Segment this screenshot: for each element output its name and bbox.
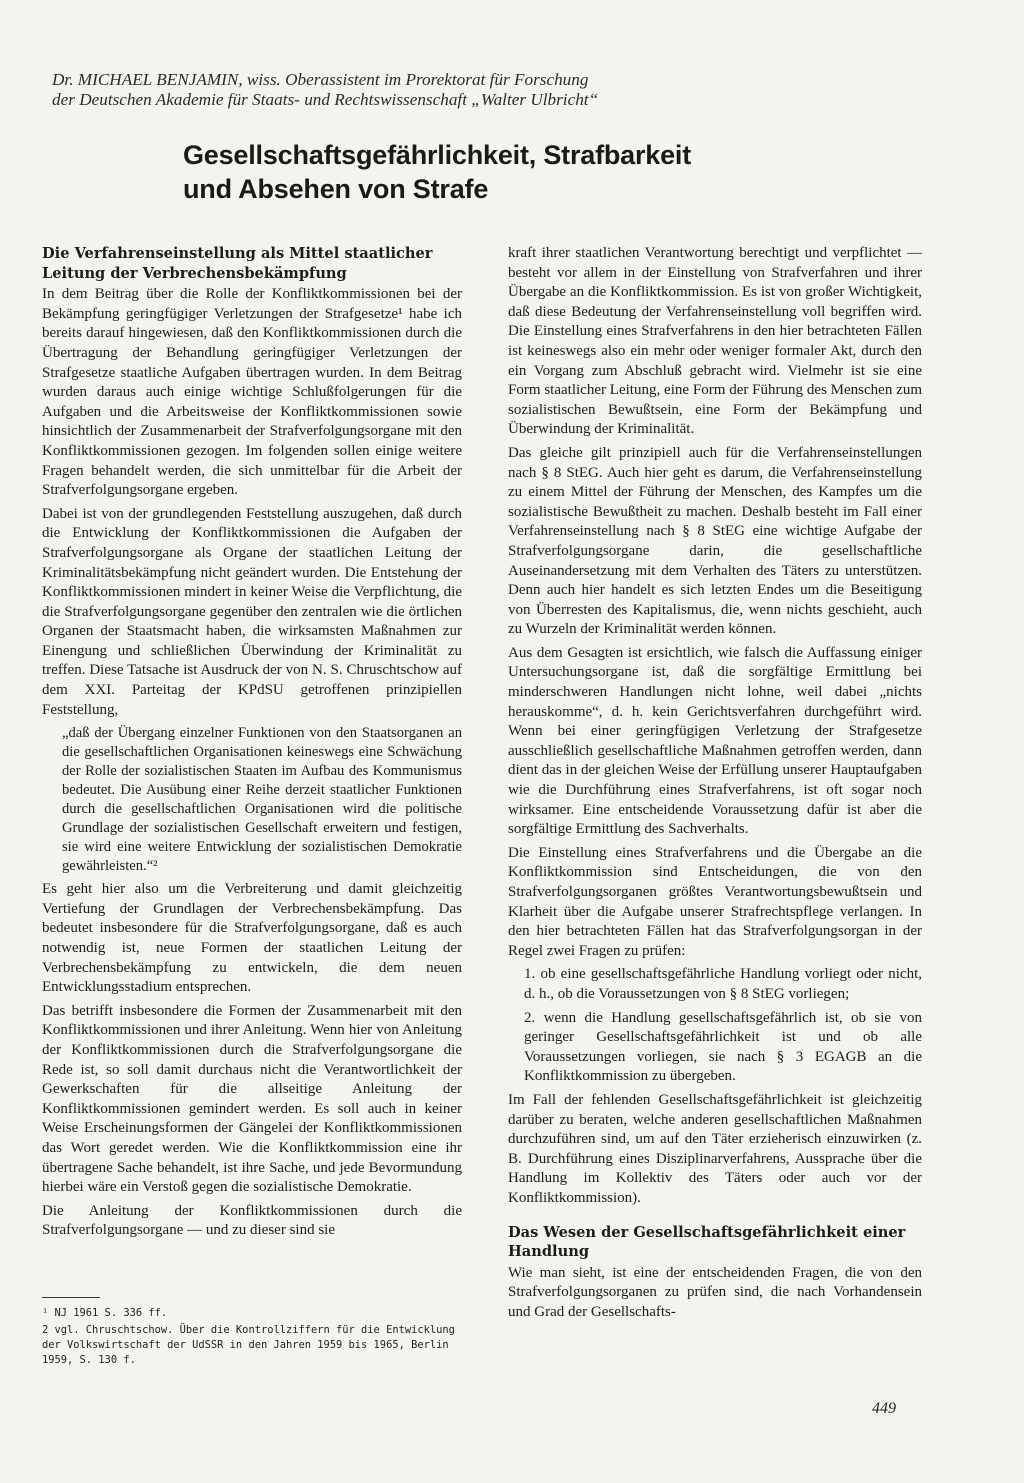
- title-line-2: und Absehen von Strafe: [183, 174, 489, 204]
- left-paragraph-2: Dabei ist von der grundlegenden Feststellung auszugehen, daß durch die Entwicklung der Konfliktkommissionen die Aufgaben der Strafverfolgungsorgane als Organe der staatlichen Leitung der Kriminalitätsbekämpfung nicht geändert wurden. Die Entstehung der Konfliktkommissionen mindert in keiner Weise die Verpflichtung, die die Strafverfolgungsorgane gegenüber den zentralen wie die örtlichen Organen der Staatsmacht haben, die wirksamsten Maßnahmen zur Einengung und schließlichen Überwindung der Kriminalität zu treffen. Diese Tatsache ist Ausdruck der von N. S. Chruschtschow auf dem XXI. Parteitag der KPdSU getroffenen prinzipiellen Feststellung,: [42, 505, 462, 718]
- right-paragraph-6: Wie man sieht, ist eine der entscheidenden Fragen, die von den Strafverfolgungsorganen zu prüfen sind, die nach Vorhandensein und Grad der Gesellschafts-: [508, 1264, 922, 1320]
- right-column: [508, 244, 922, 1326]
- author-line-1: Dr. MICHAEL BENJAMIN, wiss. Oberassistent im Prorektorat für Forschung: [52, 70, 589, 89]
- left-column: [42, 244, 462, 1245]
- left-paragraph-3: Es geht hier also um die Verbreiterung und damit gleichzeitig Vertiefung der Grundlagen der Verbrechensbekämpfung. Das bedeutet insbesondere für die Strafverfolgungsorgane, daß es auch notwendig ist, neue Formen der staatlichen Leitung der Verbrechensbekämpfung zu entwickeln, die dem neuen Entwicklungsstadium entsprechen.: [42, 881, 462, 996]
- list-item-2: 2. wenn die Handlung gesellschaftsgefährlich ist, ob sie von geringer Gesellschaftsgefährlichkeit ist und ob alle Voraussetzungen vorliegen, sie nach § 3 EGAGB an die Konfliktkommission zu übergeben.: [524, 1009, 922, 1085]
- right-paragraph-5: Im Fall der fehlenden Gesellschaftsgefährlichkeit ist gleichzeitig darüber zu beraten, welche anderen gesellschaftlichen Maßnahmen durchzuführen sind, um auf den Täter erzieherisch einzuwirken (z. B. Durchführung eines Disziplinarverfahrens, Aussprache über die Handlung im Kollektiv des Täters oder auch vor der Konfliktkommission).: [508, 1091, 922, 1206]
- author-line-2: der Deutschen Akademie für Staats- und Rechtswissenschaft „Walter Ulbricht“: [52, 90, 599, 109]
- article-title: [183, 138, 703, 206]
- section-heading-1: Die Verfahrenseinstellung als Mittel staatlicher Leitung der Verbrechensbekämpfung: [42, 245, 433, 282]
- block-quote: „daß der Übergang einzelner Funktionen von den Staatsorganen an die gesellschaftlichen Organisationen keineswegs eine Schwächung der Rolle der sozialistischen Staaten im Aufbau des Kommunismus bedeutet. Die Ausübung einer Reihe derzeit staatlicher Funktionen durch die gesellschaftlichen Organisationen wird die politische Grundlage der sozialistischen Gesellschaft erweitern und festigen, sie wird eine weitere Entwicklung der sozialistischen Demokratie gewährleisten.“²: [62, 725, 462, 875]
- list-item-1: 1. ob eine gesellschaftsgefährliche Handlung vorliegt oder nicht, d. h., ob die Voraussetzungen von § 8 StEG vorliegen;: [524, 966, 922, 1002]
- right-paragraph-4: Die Einstellung eines Strafverfahrens und die Übergabe an die Konfliktkommission sind Entscheidungen, die von den Strafverfolgungsorganen größtes Verantwortungsbewußtsein und Klarheit über die Aufgabe unserer Strafrechtspflege verlangen. In den hier betrachteten Fällen hat das Strafverfolgungsorgan in der Regel zwei Fragen zu prüfen:: [508, 844, 922, 959]
- right-paragraph-3: Aus dem Gesagten ist ersichtlich, wie falsch die Auffassung einiger Untersuchungsorgane ist, daß die sorgfältige Ermittlung bei minderschweren Handlungen nicht lohne, weil dabei „nichts herauskomme“, d. h. kein Gerichtsverfahren durchgeführt wird. Wenn bei einer geringfügigen Verletzung der Strafgesetze ausschließlich gesellschaftliche Maßnahmen getroffen werden, dann dient das in der gleichen Weise der Erfüllung unserer Hauptaufgaben wie die Durchführung eines Strafverfahrens, ist oft sogar noch wirksamer. Eine entscheidende Voraussetzung dafür ist aber die sorgfältige Ermittlung des Sachverhalts.: [508, 644, 922, 838]
- title-line-1: Gesellschaftsgefährlichkeit, Strafbarkeit: [183, 140, 692, 170]
- footnotes: [42, 1306, 462, 1370]
- author-line: [52, 70, 692, 110]
- left-paragraph-4: Das betrifft insbesondere die Formen der Zusammenarbeit mit den Konfliktkommissionen und ihrer Anleitung. Wenn hier von Anleitung der Konfliktkommissionen durch die Strafverfolgungsorgane die Rede ist, so soll damit durchaus nicht die Verantwortlichkeit der Gewerkschaften für die allseitige Anleitung der Konfliktkommissionen gemindert werden. Es soll auch in keiner Weise Erscheinungsformen der Gängelei der Konfliktkommissionen das Wort geredet werden. Wie die Konfliktkommission eine ihr übertragene Sache behandelt, ist ihre Sache, und jede Bevormundung hierbei wäre ein Verstoß gegen die sozialistische Demokratie.: [42, 1002, 462, 1196]
- footnote-divider: [42, 1297, 100, 1298]
- right-paragraph-2: Das gleiche gilt prinzipiell auch für die Verfahrenseinstellungen nach § 8 StEG. Auch hier geht es darum, die Verfahrenseinstellung zu einem Mittel der Führung der Menschen, des Kampfes um die sozialistische Bewußtheit zu machen. Deshalb besteht im Fall einer Verfahrenseinstellung nach § 8 StEG eine wichtige Aufgabe der Strafverfolgungsorgane darin, die gesellschaftliche Auseinandersetzung mit dem Verhalten des Täters zu unterstützen. Denn auch hier handelt es sich letzten Endes um die Beseitigung von Überresten des Kapitalismus, die, wenn nichts geschieht, auch zu Wurzeln der Kriminalität werden können.: [508, 444, 922, 638]
- footnote-1: ¹ NJ 1961 S. 336 ff.: [42, 1307, 168, 1319]
- footnote-2: 2 vgl. Chruschtschow. Über die Kontrollziffern für die Entwicklung der Volkswirtschaft der UdSSR in den Jahren 1959 bis 1965, Berlin 1959, S. 130 f.: [42, 1324, 455, 1366]
- section-heading-2: Das Wesen der Gesellschaftsgefährlichkeit einer Handlung: [508, 1223, 906, 1261]
- left-paragraph-5: Die Anleitung der Konfliktkommissionen durch die Strafverfolgungsorgane — und zu dieser sind sie: [42, 1202, 462, 1239]
- right-paragraph-1: kraft ihrer staatlichen Verantwortung berechtigt und verpflichtet — besteht vor allem in der Einstellung von Strafverfahren und ihrer Übergabe an die Konfliktkommission. Es ist von großer Wichtigkeit, daß diese Bedeutung der Verfahrenseinstellung voll begriffen wird. Die Einstellung eines Strafverfahrens in den hier betrachteten Fällen ist keineswegs also ein mehr oder weniger formaler Akt, durch den ein Vorgang zum Abschluß gebracht wird. Vielmehr ist sie eine Form staatlicher Leitung, eine Form der Führung des Menschen zum sozialistischen Bewußtsein, eine Form der Bekämpfung und Überwindung der Kriminalität.: [508, 245, 922, 438]
- left-paragraph-1: In dem Beitrag über die Rolle der Konfliktkommissionen bei der Bekämpfung geringfügiger Verletzungen der Strafgesetze¹ habe ich bereits darauf hingewiesen, daß den Konfliktkommissionen durch die Übertragung der Behandlung geringfügiger Verletzungen der Strafgesetze staatliche Aufgaben übertragen wurden. In dem Beitrag wurden daraus auch einige wichtige Schlußfolgerungen für die Aufgaben und die Arbeitsweise der Konfliktkommissionen sowie hinsichtlich der Zusammenarbeit der Strafverfolgungsorgane mit den Konfliktkommissionen gezogen. Im folgenden sollen einige weitere Fragen behandelt werden, die sich unmittelbar für die Arbeit der Strafverfolgungsorgane ergeben.: [42, 286, 462, 499]
- page-number: 449: [872, 1400, 896, 1417]
